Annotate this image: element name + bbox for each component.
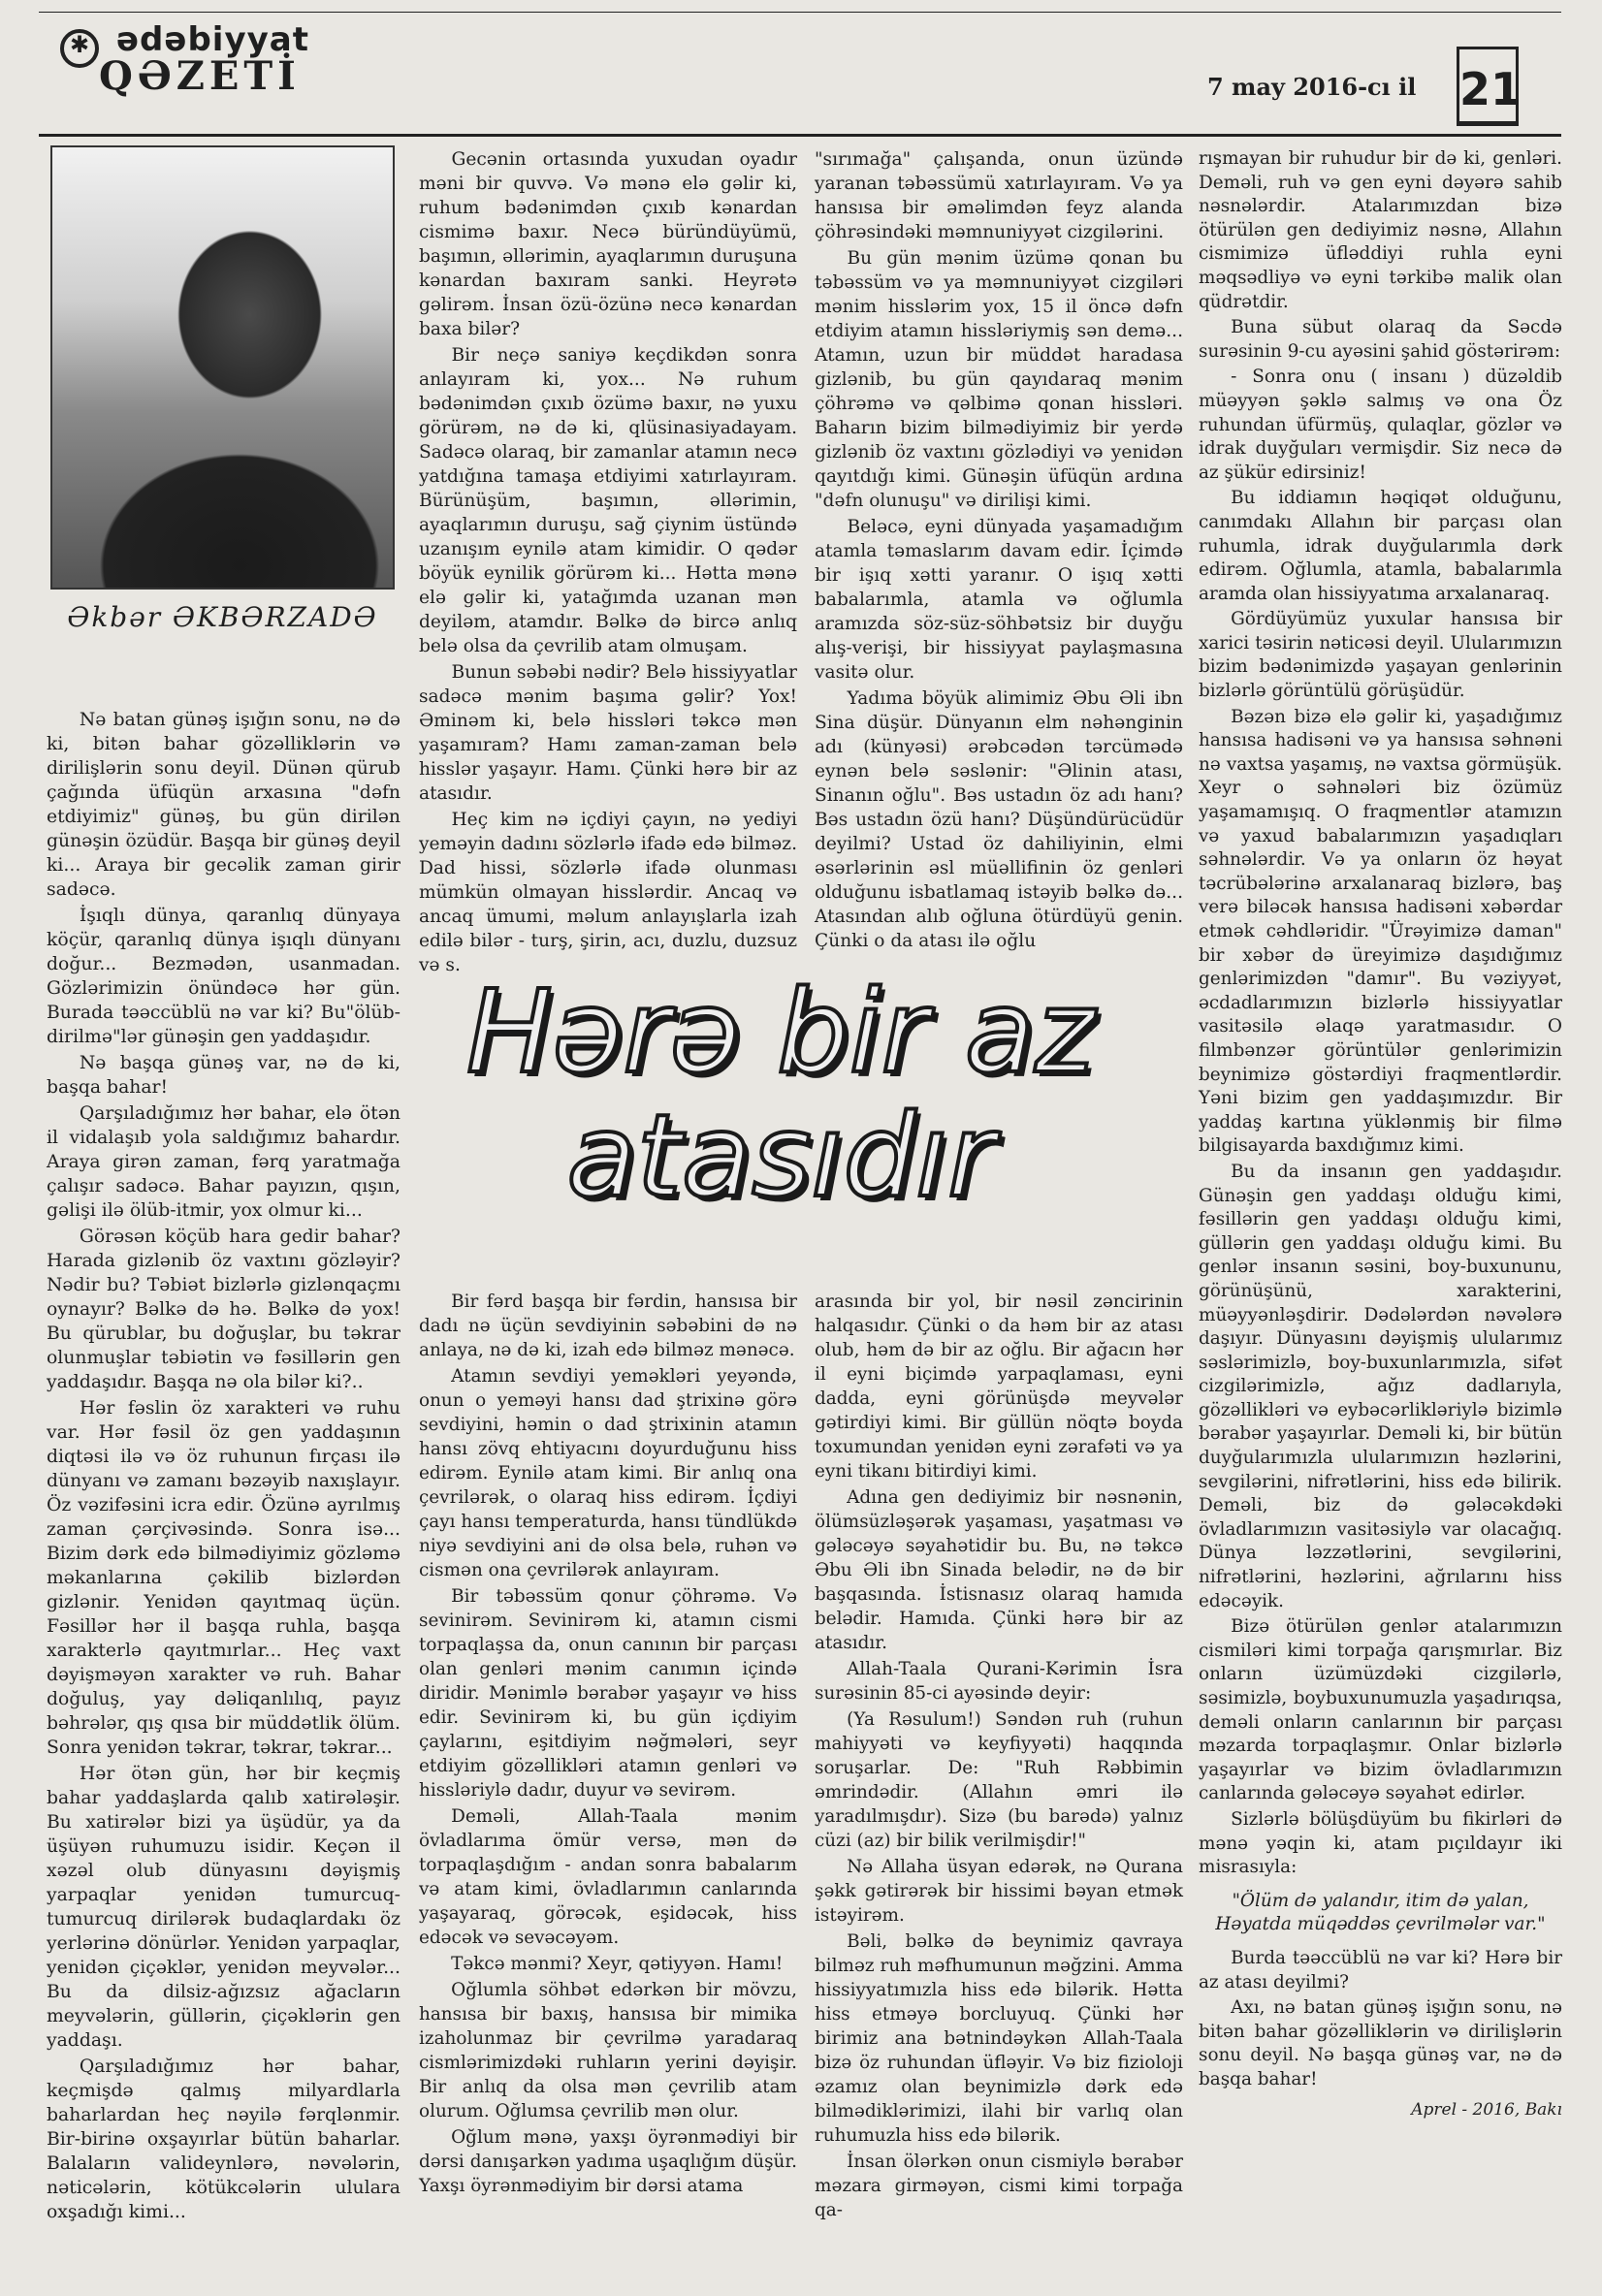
masthead-rule [39, 134, 1561, 137]
paragraph: Qarşıladığımız hər bahar, elə ötən il vidalaşıb yola saldığımız bahardır. Araya girən zaman, fərq yaratmağa çalışır sadəcə. Bahar payızın, qışın, gəlişi ilə ölüb-itmir, yox olmur ki... [47, 1103, 400, 1221]
paragraph: Axı, nə batan günəş işığın sonu, nə bitən bahar gözəlliklərin və dirilişlərin sonu deyil. Nə başqa günəş var, nə də başqa bahar! [1199, 1997, 1562, 2089]
paragraph: Nə başqa günəş var, nə də ki, başqa bahar! [47, 1053, 400, 1098]
paragraph: rışmayan bir ruhudur bir də ki, genləri. Deməli, ruh və gen eyni dəyərə sahib nəsnələrdir. Atalarımızdan bizə ötürülən gen dediyimiz nəsnə, Allahın cismimizə üfləddiyi ruhla eyni məqsədliyə və eyni tərkibə malik olan qüdrətdir. [1199, 148, 1562, 312]
article-column-2-bottom [419, 1290, 797, 2200]
paragraph: Heç kim nə içdiyi çayın, nə yediyi yeməyin dadını sözlərlə ifadə edə bilməz. Dad hissi, sözlərlə ifadə olunması mümkün olmayan hisslərdir. Ancaq və ancaq ümumi, məlum anlayışlarla izah edilə bilər - turş, şirin, acı, duzlu, duzsuz və s. [419, 810, 797, 975]
paragraph: Sizlərlə bölüşdüyüm bu fikirləri də mənə yəqin ki, atam pıçıldayır iki misrasıyla: [1199, 1808, 1562, 1878]
paragraph: Bu gün mənim üzümə qonan bu təbəssüm və ya məmnuniyyət cizgiləri mənim hisslərim yox, 15 il öncə dəfn etdiyim atamın hissləriymiş sən demə... Atamın, uzun bir müddət haradasa gizlənib, bu gün qayıdaraq mənim çöhrəmə və qəlbimə qonan hissləri. Baharın bizim bilmədiyimiz bir yerdə gizlənib öz vaxtını gözlədiyi və yenidən qayıtdığı kimi. Günəşin üfüqün ardına "dəfn olunuşu" və dirilişi kimi. [815, 248, 1183, 511]
paragraph: Nə Allaha üsyan edərək, nə Qurana şəkk gətirərək bir hissimi bəyan etmək istəyirəm. [815, 1857, 1183, 1926]
paragraph: "sırımağa" çalışanda, onun üzündə yaranan təbəssümü xatırlayıram. Və ya hansısa bir əməlimdən feyz alanda çöhrəsindəki məmnuniyyət cizgilərini. [815, 149, 1183, 242]
paragraph: (Ya Rəsulum!) Səndən ruh (ruhun mahiyyəti və keyfiyyəti) haqqında soruşarlar. De: "Ruh Rəbbimin əmrindədir. (Allahın əmri ilə yaradılmışdır). Sizə (bu barədə) yalnız cüzi (az) bir bilik verilmişdir!" [815, 1709, 1183, 1851]
paragraph: Atamın sevdiyi yeməkləri yeyəndə, onun o yeməyi hansı dad ştrixinə görə sevdiyini, həmin o dad ştrixinin atamın hansı zövq ehtiyacını doyurduğunu hiss edirəm. Eynilə atam kimi. Bir anlıq ona çevrilərək, o olaraq hiss edirəm. İçdiyi çayı hansı temperaturda, hansı tündlükdə niyə sevdiyini ani də olsa belə, ruhən və cismən ona çevrilərək anlayıram. [419, 1366, 797, 1580]
paragraph: Bu iddiamın həqiqət olduğunu, canımdakı Allahın bir parçası olan ruhumla, idrak duyğularımla dərk edirəm. Oğlumla, atamla, babalarımla aramda olan hissiyyatıma arxalanaraq. [1199, 488, 1562, 604]
article-headline: Hərə bir az atasıdır [466, 965, 1095, 1223]
newspaper-name-top: ədəbiyyat [116, 20, 309, 59]
paragraph: Beləcə, eyni dünyada yaşamadığım atamla təmaslarım davam edir. İçimdə bir işıq xətti yaranır. O işıq xətti babalarımla, atamla və oğlumla aramızda söz-süz-söhbətsiz bir duyğu alış-verişi, bir hissiyyat paylaşmasına vasitə olur. [815, 517, 1183, 683]
paragraph: Adına gen dediyimiz bir nəsnənin, ölümsüzləşərək yaşaması, yaşatması və gələcəyə səyahətidir bu. Bu, nə təkcə Əbu Əli ibn Sinada belədir, nə də bir başqasında. İstisnasız olaraq hamıda belədir. Hamıda. Çünki hərə bir az atasıdır. [815, 1487, 1183, 1653]
paragraph: Yadıma böyük alimimiz Əbu Əli ibn Sina düşür. Dünyanın elm nəhənginin adı (künyəsi) ərəbcədən tərcümədə eynən belə səslənir: "Əlinin atası, Sinanın oğlu". Bəs ustadın öz adı hanı? Bəs ustadın özü hanı? Düşündürücüdür deyilmi? Ustad öz dahiliyinin, elmi əsərlərinin əsl müəllifinin öz genləri olduğunu isbatlamaq istəyib bəlkə də... Atasından alıb oğluna ötürdüyü genin. Çünki o da atası ilə oğlu [815, 688, 1183, 951]
poem-quote: "Ölüm də yalandır, itim də yalan, Həyatda müqəddəs çevrilmələr var." [1215, 1890, 1546, 1935]
paragraph: Oğlumla söhbət edərkən bir mövzu, hansısa bir baxış, hansısa bir mimika izaholunmaz bir çevrilmə yaradaraq cismlərimizdəki ruhların yerini dəyişir. Bir anlıq da olsa mən çevrilib atam olurum. Oğlumsa çevrilib mən olur. [419, 1980, 797, 2121]
paragraph: İşıqlı dünya, qaranlıq dünyaya köçür, qaranlıq dünya işıqlı dünyanı doğur... Bezmədən, usanmadan. Gözlərimizin önündəcə hər gün. Burada təəccüblü nə var ki? Bu"ölüb-dirilmə"lər günəşin gen yaddaşıdır. [47, 906, 400, 1047]
paragraph: Hər ötən gün, hər bir keçmiş bahar yaddaşlarda qalıb xatirələşir. Bu xatirələr bizi ya üşüdür, ya da üşüyən ruhumuzu isidir. Keçən il xəzəl olub dünyasını dəyişmiş yarpaqlar yenidən tumurcuq-tumurcuq dirilərək budaqlardakı öz yerlərinə dönürlər. Yenidən yarpaqlar, yenidən çiçəklər, yenidən meyvələr... Bu da dilsiz-ağızsız ağacların meyvələrin, güllərin, çiçəklərin gen yaddaşı. [47, 1764, 400, 2051]
article-column-1 [47, 708, 400, 2226]
paragraph: İnsan ölərkən onun cismiylə bərabər məzara girməyən, cismi kimi torpağa qa- [815, 2152, 1183, 2220]
paragraph: Təkcə mənmi? Xeyr, qətiyyən. Hamı! [451, 1954, 784, 1974]
article-column-3-top [815, 147, 1183, 955]
paragraph: Burda təəccüblü nə var ki? Hərə bir az atası deyilmi? [1199, 1947, 1562, 1993]
paragraph: Buna sübut olaraq da Səcdə surəsinin 9-cu ayəsini şahid göstərirəm: [1199, 317, 1562, 362]
author-photo [50, 145, 395, 590]
paragraph: Nə batan günəş işığın sonu, nə də ki, bitən bahar gözəlliklərin və dirilişlərin sonu deyil. Dünən qürub çağında üfüqün arxasına "dəfn etdiyimiz" günəş, bu gün dirilən günəşin özüdür. Başqa bir günəş deyil ki... Araya bir gecəlik zaman girir sadəcə. [47, 710, 400, 900]
article-signature: Aprel - 2016, Bakı [1411, 2099, 1562, 2120]
paragraph: arasında bir yol, bir nəsil zəncirinin halqasıdır. Çünki o da həm bir az atası olub, həm də bir az oğlu. Bir ağacın hər il eyni biçimdə yarpaqlaması, eyni dadda, eyni görünüşdə meyvələr gətirdiyi kimi. Bir güllün nöqtə boyda toxumundan yenidən eyni zərafəti və ya eyni tikanı bitirdiyi kimi. [815, 1292, 1183, 1482]
paragraph: Bir fərd başqa bir fərdin, hansısa bir dadı nə üçün sevdiyinin səbəbini də nə anlaya, nə də ki, izah edə bilməz mənəcə. [419, 1292, 797, 1360]
paragraph: Bunun səbəbi nədir? Belə hissiyyatlar sadəcə mənim başıma gəlir? Yox! Əminəm ki, belə hissləri təkcə mən yaşamıram? Hamı zaman-zaman belə hisslər yaşayır. Hamı. Çünki hərə bir az atasıdır. [419, 662, 797, 804]
newspaper-name [56, 20, 309, 99]
article-column-2-top [419, 147, 797, 979]
issue-date: 7 may 2016-cı il [1207, 73, 1417, 101]
author-name: Əkbər ƏKBƏRZADƏ [67, 601, 378, 633]
paragraph: Gördüyümüz yuxular hansısa bir xarici təsirin nəticəsi deyil. Ulularımızın bizim bədənimizdə yaşayan genlərinin bizlərlə görüntülü görüşüdür. [1199, 609, 1562, 702]
paragraph: Bir təbəssüm qonur çöhrəmə. Və sevinirəm. Sevinirəm ki, atamın cismi torpaqlaşsa da, onun canının bir parçası olan genləri mənim canımın içində diridir. Mənimlə bərabər yaşayır və hiss edir. Sevinirəm ki, bu gün içdiyim çaylarını, eşitdiyim nəğmələri, seyr etdiyim gözəllikləri atamın genləri və hissləriylə dadır, duyur və sevirəm. [419, 1586, 797, 1801]
paragraph: Bu da insanın gen yaddaşıdır. Günəşin gen yaddaşı olduğu kimi, fəsillərin gen yaddaşı olduğu kimi, güllərin gen yaddaşı olduğu kimi. Bu genlər insanın səsini, boy-buxununu, görünüşünü, xarakterini, müəyyənləşdirir. Dədələrdən nəvələrə daşıyır. Dünyasını dəyişmiş ulularımız səslərimizlə, boy-buxunlarımızla, sifət cizgilərimizlə, ağız dadlarıyla, gözəllikləri və eybəcərlikləriylə bizimlə bərabər yaşayırlar. Deməli ki, bir bütün duyğularımızla ulularımızın həzlərini, sevgilərini, nifrətlərini, hiss edə bilirik. Deməli, biz də gələcəkdəki övladlarımızın vasitəsiylə var olacağıq. Dünya ləzzətlərini, sevgilərini, nifrətlərini, həzlərini, ağrılarını hiss edəcəyik. [1199, 1161, 1562, 1611]
paragraph: Bizə ötürülən genlər atalarımızın cismiləri kimi torpağa qarışmırlar. Biz onların üzümüzdəki cizgilərlə, səsimizlə, boybuxunumuzla yaşadırıqsa, deməli onların canlarının bir parçası məzarda torpaqlaşmır. Onlar bizlərlə yaşayırlar və bizim övladlarımızın canlarında gələcəyə səyahət edirlər. [1199, 1616, 1562, 1804]
paragraph: Deməli, Allah-Taala mənim övladlarıma ömür versə, mən də torpaqlaşdığım - andan sonra babalarım və atam kimi, övladlarımın canlarında yaşayaraq, görəcək, eşidəcək, hiss edəcək və sevəcəyəm. [419, 1806, 797, 1948]
paragraph: Bəli, bəlkə də beynimiz qavraya bilməz ruh məfhumunun məğzini. Amma hissiyyatımızla hiss edə bilərik. Hətta hiss etməyə borcluyuq. Çünki hər birimiz ana bətnindəykən Allah-Taala bizə öz ruhundan üfləyir. Və biz fizioloji əzamız olan beynimizlə dərk edə bilmədiklərimizi, ilahi bir varlıq olan ruhumuzla hiss edə bilərik. [815, 1931, 1183, 2146]
article-column-3-bottom [815, 1290, 1183, 2224]
paragraph: Hər fəslin öz xarakteri və ruhu var. Hər fəsil öz gen yaddaşının diqtəsi ilə və öz ruhunun fırçası ilə dünyanı və zamanı bəzəyib naxışlayır. Öz vəzifəsini icra edir. Özünə ayrılmış zaman çərçivəsində. Sonra isə... Bizim dərk edə bilmədiyimiz gözləmə məkanlarına çəkilib bizlərdən gizlənir. Yenidən qayıtmaq üçün. Fəsillər hər il başqa ruhla, başqa xarakterlə qayıtmırlar... Heç vaxt dəyişməyən xarakter və ruh. Bahar doğuluş, yay dəliqanlılıq, payız bəhrələr, qış qısa bir müddətlik ölüm. Sonra yenidən təkrar, təkrar, təkrar... [47, 1398, 400, 1758]
article-column-4 [1199, 147, 1562, 2123]
page-number: 21 [1457, 47, 1519, 126]
paragraph: Bir neçə saniyə keçdikdən sonra anlayıram ki, yox... Nə ruhum bədənimdən çıxıb özümə baxır, nə yuxu görürəm, nə də ki, qlüsinasiyadayam. Sadəcə olaraq, bir zamanlar atamın necə yatdığına tamaşa etdiyimi xatırlayıram. Bürünüşüm, başımın, əllərimin, ayaqlarımın duruşu, sağ çiynim üstündə uzanışım eynilə atam kimidir. O qədər böyük eynilik görürəm ki... Hətta mənə elə gəlir ki, yatağımda uzanan mən deyiləm, atamdır. Bəlkə də bircə anlıq belə olsa da çevrilib atam olmuşam. [419, 345, 797, 656]
paragraph: Qarşıladığımız hər bahar, keçmişdə qalmış milyardlarla baharlardan heç nəyilə fərqlənmir. Bir-birinə oxşayırlar bütün baharlar. Balaların valideynlərə, nəvələrin, nəticələrin, kötükcələrin ululara oxşadığı kimi... [47, 2057, 400, 2222]
paragraph: Görəsən köçüb hara gedir bahar? Harada gizlənib öz vaxtını gözləyir? Nədir bu? Təbiət bizlərlə gizlənqaçmı oynayır? Bəlkə də hə. Bəlkə də yox! Bu qürublar, bu doğuşlar, bu təkrar olunmuşlar təbiətin və fəsillərin gen yaddaşıdır. Başqa nə ola bilər ki?.. [47, 1227, 400, 1392]
paragraph: Oğlum mənə, yaxşı öyrənmədiyi bir dərsi danışarkən yadıma uşaqlığım düşür. Yaxşı öyrənmədiyim bir dərsi atama [419, 2127, 797, 2196]
paragraph: - Sonra onu ( insanı ) düzəldib müəyyən şəklə salmış və ona Öz ruhundan üfürmüş, qulaqlar, gözlər və idrak duyğuları vermişdir. Siz necə də az şükür edirsiniz! [1199, 367, 1562, 483]
paragraph: Gecənin ortasında yuxudan oyadır məni bir quvvə. Və mənə elə gəlir ki, ruhum bədənimdən çıxıb kənardan cismimə baxır. Necə büründüyümü, başımın, əllərimin, ayaqlarımın duruşuna kənardan baxıram sanki. Heyrətə gəlirəm. İnsan özü-özünə necə kənardan baxa bilər? [419, 149, 797, 339]
paragraph: Bəzən bizə elə gəlir ki, yaşadığımız hansısa hadisəni və ya hansısa səhnəni nə vaxtsa yaşamış, nə vaxtsa görmüşük. Xeyr o səhnələri biz özümüz yaşamamışıq. O fraqmentlər atamızın və yaxud babalarımızın yaşadıqları səhnələrdir. Və ya onların öz həyat təcrübələrinə arxalanaraq bizlərə, baş verə biləcək hansısa hadisəni xəbərdar etmək cəhdləridir. "Ürəyimizə daman" bir xəbər də üreyimizə daşıdığımız genlərimizdən "damır". Bu vəziyyət, əcdadlarımızın bizlərlə hissiyyatlar vasitəsilə əlaqə yaratmasıdır. O filmbənzər görüntülər genlərimizin beynimizə göstərdiyi fraqmentlərdir. Yəni bizim gen yaddaşımızdır. Bir yaddaş kartına yüklənmiş bir filmə bilgisayarda baxdığımız kimi. [1199, 706, 1562, 1157]
paragraph: Allah-Taala Qurani-Kərimin İsra surəsinin 85-ci ayəsində deyir: [815, 1659, 1183, 1704]
top-rule [39, 12, 1561, 13]
newspaper-name-bottom: QƏZETİ [99, 53, 301, 99]
